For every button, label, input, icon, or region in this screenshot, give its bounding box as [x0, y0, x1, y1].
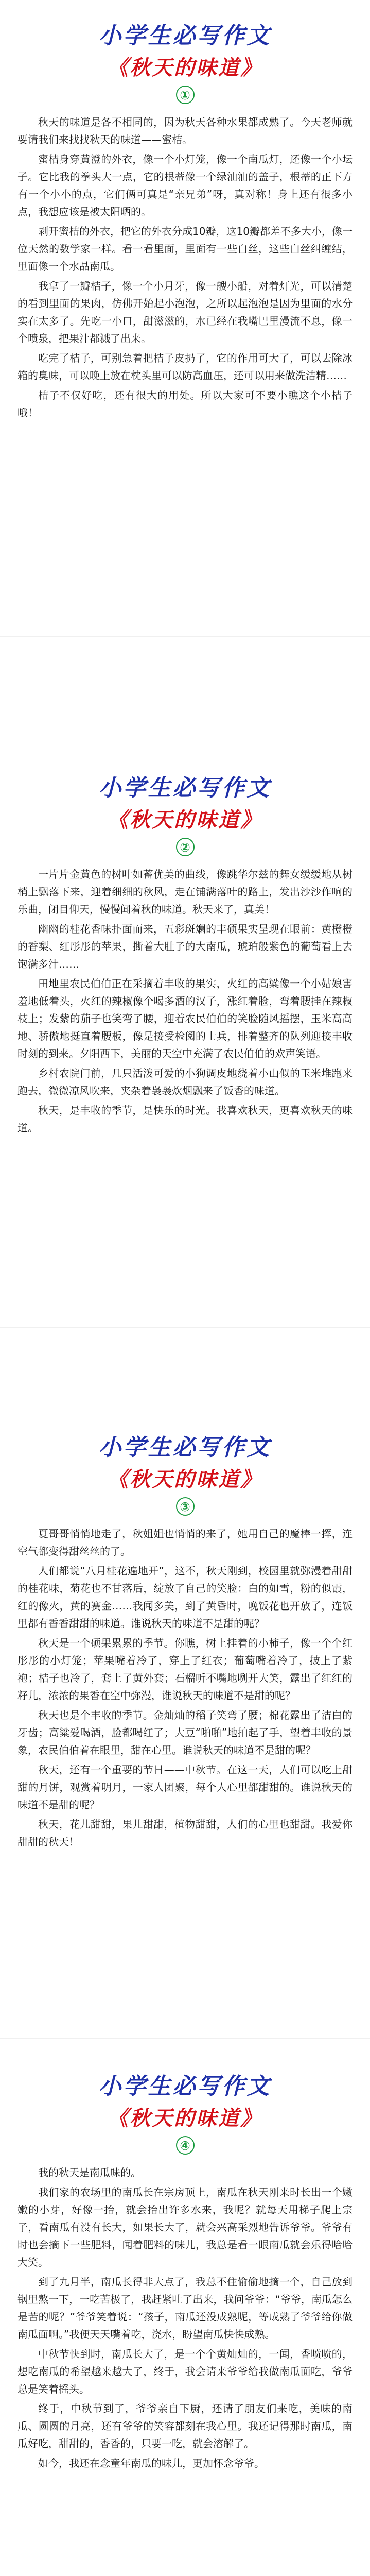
- essay-number-badge: ③: [176, 1497, 195, 1516]
- essay-section-1: [0, 21, 370, 603]
- essay-body: [0, 856, 370, 1137]
- series-title: 小学生必写作文: [98, 1434, 272, 1461]
- essay-number-badge: ②: [176, 838, 195, 856]
- paragraph: 我们家的农场里的南瓜长在宗房顶上，南瓜在秋天刚来时长出一个嫩嫩的小芽，好像一抬，就会抬出许多水来，我呢？就每天用梯子爬上宗子，看南瓜有没有长大，如果长大了，就会兴高采烈地告诉爷爷。爷爷有时也会摘下一些肥料，闻着肥料的味儿，我总是看一眼南瓜就会乐得哈哈大笑。: [17, 2186, 353, 2268]
- essay-section-3: [0, 1432, 370, 2009]
- essay-number-badge: ④: [176, 2136, 195, 2155]
- essay-heading: [0, 21, 370, 104]
- section-divider: [0, 2038, 370, 2039]
- paragraph: 田地里农民伯伯正在采摘着丰收的果实，火红的高粱像一个小姑娘害羞地低着头，火红的辣椒像个喝多酒的汉子，涨红着脸，弯着腰挂在辣椒枝上；发紫的茄子也笑弯了腰，迎着农民伯伯的笑脸随风摇摆，玉米高高地、骄傲地挺直着腰板，像是接受检阅的士兵，排着整齐的队列迎接丰收时刻的到来。夕阳西下，美丽的天空中充满了农民伯伯的欢声笑语。: [17, 977, 353, 1060]
- essay-heading: [0, 773, 370, 856]
- paragraph: 到了九月半，南瓜长得非大点了，我总不住偷偷地摘一个，自己放到锅里熬一下，一吃苦极了，我赶紧吐了出来，我问爷爷：“爷爷，南瓜怎么是苦的呢？”爷爷笑着说：“孩子，南瓜还没成熟呢，等成熟了爷爷给你做南瓜面啊。”我便天天嘴着吃，浇水，盼望南瓜快快成熟。: [17, 2276, 353, 2341]
- essay-section-2: [0, 773, 370, 1288]
- essay-title: 《秋天的味道》: [108, 2106, 262, 2130]
- series-title: 小学生必写作文: [98, 23, 272, 49]
- paragraph: 中秋节快到时，南瓜长大了，是一个个黄灿灿的，一闻，香喷喷的，想吃南瓜的希望越来越大了，终于，我会请来爷爷给我做南瓜面吃，爷爷总是笑着摇头。: [17, 2348, 353, 2395]
- paragraph: 秋天是一个硕果累累的季节。你瞧，树上挂着的小柿子，像一个个红彤彤的小灯笼；苹果嘴着冷了，穿上了红衣；葡萄嘴着冷了，披上了紫袍；桔子也冷了，套上了黄外套；石榴听不嘴地咧开大笑，露出了红红的籽儿，浓浓的果香在空中弥漫，谁说秋天的味道不是甜的呢？: [17, 1637, 353, 1702]
- series-title: 小学生必写作文: [98, 775, 272, 801]
- paragraph: 秋天也是个丰收的季节。金灿灿的稻子笑弯了腰；棉花露出了洁白的牙齿；高粱爱喝酒，脸都喝红了；大豆“啪啪”地拍起了手，望着丰收的景象，农民伯伯着在眼里，甜在心里。谁说秋天的味道不是甜的呢？: [17, 1709, 353, 1756]
- essay-body: [0, 104, 370, 421]
- essay-heading: [0, 1432, 370, 1516]
- essay-title: 《秋天的味道》: [108, 56, 262, 80]
- essay-title: 《秋天的味道》: [108, 1467, 262, 1492]
- paragraph: 乡村农院门前，几只活泼可爱的小狗调皮地绕着小山似的玉米堆跑来跑去，微微凉风吹来，夹杂着袅袅炊烟飘来了饭香的味道。: [17, 1067, 353, 1097]
- essay-section-4: [0, 2071, 370, 2576]
- paragraph: 秋天，是丰收的季节，是快乐的时光。我喜欢秋天，更喜欢秋天的味道。: [17, 1104, 353, 1134]
- series-title: 小学生必写作文: [98, 2073, 272, 2099]
- paragraph: 剥开蜜桔的外衣，把它的外衣分成10瓣，这10瓣都差不多大小，像一位天然的数学家一样。看一看里面，里面有一些白丝，这些白丝纠缠结，里面像一个水晶南瓜。: [17, 225, 353, 273]
- paragraph: 夏哥哥悄悄地走了，秋姐姐也悄悄的来了，她用自己的魔棒一挥，连空气都变得甜丝丝的了。: [17, 1528, 353, 1557]
- paragraph: 我拿了一瓣桔子，像一个小月牙，像一艘小船，对着灯光，可以清楚的看到里面的果肉，仿佛开始起小泡泡，之所以起泡泡是因为里面的水分实在太多了。先吃一小口，甜滋滋的，水已经在我嘴巴里漫流不息，像一个喷泉，把果汁都溅了出来。: [17, 280, 353, 345]
- paragraph: 我的秋天是南瓜味的。: [38, 2166, 141, 2179]
- paragraph: 秋天，花儿甜甜，果儿甜甜，植物甜甜，人们的心里也甜甜。我爱你甜甜的秋天！: [17, 1818, 353, 1848]
- paragraph: 终于，中秋节到了，爷爷亲自下厨，还请了朋友们来吃，美味的南瓜、圆圆的月亮，还有爷爷的笑容都刻在我心里。我还记得那时南瓜，南瓜好吃，甜甜的，香香的，只要一吃，就会溶解了。: [17, 2402, 353, 2450]
- section-divider: [0, 1327, 370, 1328]
- essay-body: [0, 1516, 370, 1851]
- essay-number-badge: ①: [176, 86, 195, 104]
- paragraph: 人们都说“八月桂花遍地开”，这不，秋天刚到，校园里就弥漫着甜甜的桂花味，菊花也不甘落后，绽放了自己的笑脸：白的如雪，粉的似霞，红的像火，黄的赛金……我闻多美，到了黄昏时，晚饭花也开放了，连饭里都有香香甜甜的味道。谁说秋天的味道不是甜的呢？: [17, 1565, 353, 1630]
- essay-body: [0, 2155, 370, 2472]
- paragraph: 如今，我还在念童年南瓜的味儿，更加怀念爷爷。: [38, 2457, 265, 2469]
- paragraph: 幽幽的桂花香味扑面而来，五彩斑斓的丰硕果实呈现在眼前：黄橙橙的香梨、红彤彤的苹果，撕着大肚子的大南瓜，琥珀般紫色的葡萄看上去饱满多汁……: [17, 923, 353, 970]
- paragraph: 蜜桔身穿黄澄的外衣，像一个小灯笼，像一个南瓜灯，还像一个小坛子。它比我的拳头大一点，它的根蒂像一个绿油油的盖子，根蒂的正下方有一个小小的点，它们俩可真是“亲兄弟”呀，真对称！身上还有很多小点，我想应该是被太阳晒的。: [17, 153, 353, 218]
- paragraph: 桔子不仅好吃，还有很大的用处。所以大家可不要小瞧这个小桔子哦！: [17, 389, 353, 419]
- section-divider: [0, 636, 370, 637]
- paragraph: 秋天的味道是各不相同的，因为秋天各种水果都成熟了。今天老师就要请我们来找找秋天的味道——蜜桔。: [17, 116, 353, 146]
- paragraph: 吃完了桔子，可别急着把桔子皮扔了，它的作用可大了，可以去除冰箱的臭味，可以晚上放在枕头里可以防高血压，还可以用来做洗洁精……: [17, 352, 353, 382]
- paragraph: 秋天，还有一个重要的节日——中秋节。在这一天，人们可以吃上甜甜的月饼，观赏着明月，一家人团聚，每个人心里都甜甜的。谁说秋天的味道不是甜的呢？: [17, 1764, 353, 1811]
- essay-title: 《秋天的味道》: [108, 808, 262, 832]
- paragraph: 一片片金黄色的树叶如蓄优美的曲线，像跳华尔兹的舞女缓缓地从树梢上飘落下来，迎着细细的秋风，走在铺满落叶的路上，发出沙沙作响的乐曲，闭目仰天，慢慢闻着秋的味道。秋天来了，真美！: [17, 868, 353, 916]
- essay-heading: [0, 2071, 370, 2155]
